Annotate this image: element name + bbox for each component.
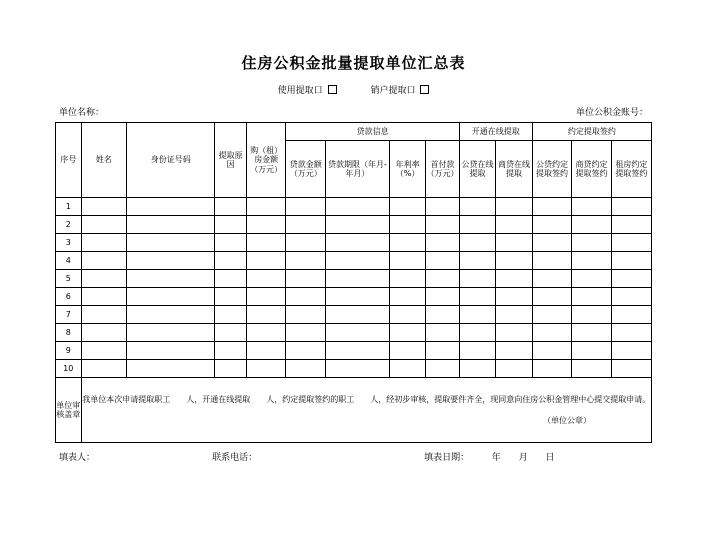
checkbox-option-use-label: 使用提取口 xyxy=(277,86,323,96)
cell-interest-rate[interactable] xyxy=(389,360,425,378)
cell-public-loan-agreement[interactable] xyxy=(532,324,572,342)
cell-rent-agreement[interactable] xyxy=(611,270,651,288)
table-row[interactable] xyxy=(56,270,652,288)
cell-public-loan-online[interactable] xyxy=(459,234,495,252)
cell-commercial-loan-online[interactable] xyxy=(496,252,532,270)
col-header-public-loan-online: 公贷在线提取 xyxy=(459,141,495,198)
row-index: 10 xyxy=(56,360,82,378)
cell-id[interactable] xyxy=(127,306,215,324)
cell-commercial-loan-online[interactable] xyxy=(496,342,532,360)
cell-reason[interactable] xyxy=(215,198,247,216)
company-name-label: 单位名称： xyxy=(59,108,105,118)
cell-purchase-amount[interactable] xyxy=(246,198,286,216)
cell-name[interactable] xyxy=(81,252,127,270)
cell-public-loan-online[interactable] xyxy=(459,306,495,324)
cell-loan-amount[interactable] xyxy=(286,306,326,324)
cell-id[interactable] xyxy=(127,324,215,342)
cell-commercial-loan-online[interactable] xyxy=(496,198,532,216)
cell-down-payment[interactable] xyxy=(426,252,459,270)
cell-id[interactable] xyxy=(127,360,215,378)
cell-reason[interactable] xyxy=(215,288,247,306)
cell-commercial-loan-agreement[interactable] xyxy=(572,252,612,270)
cell-commercial-loan-online[interactable] xyxy=(496,288,532,306)
cell-public-loan-online[interactable] xyxy=(459,342,495,360)
cell-commercial-loan-agreement[interactable] xyxy=(572,270,612,288)
cell-commercial-loan-agreement[interactable] xyxy=(572,216,612,234)
checkbox-option-close-account[interactable] xyxy=(371,83,430,96)
cell-down-payment[interactable] xyxy=(426,360,459,378)
cell-commercial-loan-online[interactable] xyxy=(496,306,532,324)
cell-reason[interactable] xyxy=(215,270,247,288)
cell-commercial-loan-online[interactable] xyxy=(496,234,532,252)
cell-interest-rate[interactable] xyxy=(389,342,425,360)
cell-loan-term[interactable] xyxy=(325,270,389,288)
cell-rent-agreement[interactable] xyxy=(611,198,651,216)
cell-down-payment[interactable] xyxy=(426,306,459,324)
preparer-label: 填表人： xyxy=(59,453,96,463)
audit-statement-text: 我单位本次申请提取职工 人，开通在线提取 人，约定提取签约的职工 人，经初步审核，提取要件齐全，现同意向住房公积金管理中心提交提取申请。 xyxy=(82,394,651,404)
cell-interest-rate[interactable] xyxy=(389,252,425,270)
cell-public-loan-agreement[interactable] xyxy=(532,342,572,360)
col-header-name: 姓名 xyxy=(81,123,127,198)
cell-loan-term[interactable] xyxy=(325,234,389,252)
cell-purchase-amount[interactable] xyxy=(246,360,286,378)
cell-purchase-amount[interactable] xyxy=(246,216,286,234)
table-row[interactable] xyxy=(56,288,652,306)
cell-rent-agreement[interactable] xyxy=(611,360,651,378)
cell-purchase-amount[interactable] xyxy=(246,252,286,270)
cell-reason[interactable] xyxy=(215,306,247,324)
cell-name[interactable] xyxy=(81,198,127,216)
cell-name[interactable] xyxy=(81,342,127,360)
cell-purchase-amount[interactable] xyxy=(246,342,286,360)
cell-commercial-loan-online[interactable] xyxy=(496,270,532,288)
cell-interest-rate[interactable] xyxy=(389,198,425,216)
table-row[interactable] xyxy=(56,306,652,324)
table-row[interactable] xyxy=(56,216,652,234)
cell-name[interactable] xyxy=(81,324,127,342)
cell-name[interactable] xyxy=(81,288,127,306)
cell-loan-term[interactable] xyxy=(325,288,389,306)
form-footer xyxy=(55,450,652,463)
col-header-commercial-loan-agreement: 商贷约定提取签约 xyxy=(572,141,612,198)
audit-statement-cell[interactable] xyxy=(81,378,651,443)
cell-interest-rate[interactable] xyxy=(389,216,425,234)
cell-rent-agreement[interactable] xyxy=(611,216,651,234)
checkbox-option-use[interactable] xyxy=(278,83,337,96)
cell-public-loan-online[interactable] xyxy=(459,198,495,216)
audit-seal-label: 单位审核盖章 xyxy=(56,378,82,443)
cell-loan-amount[interactable] xyxy=(286,342,326,360)
date-label: 填表日期： 年 月 日 xyxy=(424,453,555,463)
cell-public-loan-agreement[interactable] xyxy=(532,270,572,288)
cell-commercial-loan-agreement[interactable] xyxy=(572,342,612,360)
table-row[interactable] xyxy=(56,234,652,252)
col-header-rent-agreement: 租房约定提取签约 xyxy=(611,141,651,198)
row-index: 4 xyxy=(56,252,82,270)
cell-reason[interactable] xyxy=(215,360,247,378)
checkbox-square-icon[interactable] xyxy=(328,85,337,94)
cell-loan-amount[interactable] xyxy=(286,234,326,252)
cell-reason[interactable] xyxy=(215,234,247,252)
cell-public-loan-agreement[interactable] xyxy=(532,288,572,306)
cell-public-loan-agreement[interactable] xyxy=(532,216,572,234)
cell-reason[interactable] xyxy=(215,342,247,360)
checkbox-option-close-account-label: 销户提取口 xyxy=(370,86,416,96)
cell-id[interactable] xyxy=(127,270,215,288)
cell-public-loan-agreement[interactable] xyxy=(532,252,572,270)
company-info-row xyxy=(55,105,652,118)
cell-commercial-loan-agreement[interactable] xyxy=(572,198,612,216)
cell-reason[interactable] xyxy=(215,216,247,234)
row-index: 8 xyxy=(56,324,82,342)
row-index: 9 xyxy=(56,342,82,360)
cell-id[interactable] xyxy=(127,252,215,270)
cell-down-payment[interactable] xyxy=(426,324,459,342)
cell-loan-term[interactable] xyxy=(325,198,389,216)
cell-id[interactable] xyxy=(127,342,215,360)
cell-public-loan-online[interactable] xyxy=(459,270,495,288)
col-header-commercial-loan-online: 商贷在线提取 xyxy=(496,141,532,198)
row-index: 3 xyxy=(56,234,82,252)
cell-public-loan-online[interactable] xyxy=(459,288,495,306)
cell-interest-rate[interactable] xyxy=(389,234,425,252)
cell-name[interactable] xyxy=(81,270,127,288)
cell-purchase-amount[interactable] xyxy=(246,270,286,288)
cell-down-payment[interactable] xyxy=(426,270,459,288)
cell-interest-rate[interactable] xyxy=(389,270,425,288)
cell-public-loan-agreement[interactable] xyxy=(532,234,572,252)
group-header-online-extraction: 开通在线提取 xyxy=(459,123,532,141)
cell-loan-amount[interactable] xyxy=(286,288,326,306)
row-index: 7 xyxy=(56,306,82,324)
cell-commercial-loan-agreement[interactable] xyxy=(572,360,612,378)
cell-public-loan-online[interactable] xyxy=(459,360,495,378)
col-header-loan-term: 贷款期限（年月-年月） xyxy=(325,141,389,198)
cell-purchase-amount[interactable] xyxy=(246,324,286,342)
cell-loan-amount[interactable] xyxy=(286,360,326,378)
cell-interest-rate[interactable] xyxy=(389,324,425,342)
cell-commercial-loan-online[interactable] xyxy=(496,324,532,342)
cell-name[interactable] xyxy=(81,360,127,378)
cell-public-loan-online[interactable] xyxy=(459,324,495,342)
col-header-loan-amount: 贷款金额（万元） xyxy=(286,141,326,198)
cell-purchase-amount[interactable] xyxy=(246,288,286,306)
cell-down-payment[interactable] xyxy=(426,342,459,360)
table-row[interactable] xyxy=(56,324,652,342)
cell-commercial-loan-agreement[interactable] xyxy=(572,306,612,324)
col-header-id: 身份证号码 xyxy=(127,123,215,198)
cell-down-payment[interactable] xyxy=(426,288,459,306)
row-index: 1 xyxy=(56,198,82,216)
company-stamp-label: （单位公章） xyxy=(543,416,591,425)
cell-name[interactable] xyxy=(81,234,127,252)
group-header-loan-info: 贷款信息 xyxy=(286,123,459,141)
cell-id[interactable] xyxy=(127,216,215,234)
table-row[interactable] xyxy=(56,342,652,360)
cell-id[interactable] xyxy=(127,198,215,216)
cell-id[interactable] xyxy=(127,288,215,306)
cell-loan-term[interactable] xyxy=(325,360,389,378)
cell-rent-agreement[interactable] xyxy=(611,324,651,342)
table-group-header-row xyxy=(56,123,652,141)
cell-interest-rate[interactable] xyxy=(389,306,425,324)
cell-loan-amount[interactable] xyxy=(286,216,326,234)
cell-commercial-loan-agreement[interactable] xyxy=(572,324,612,342)
fund-account-label: 单位公积金账号： xyxy=(575,108,648,118)
cell-public-loan-agreement[interactable] xyxy=(532,360,572,378)
col-header-purchase-amount: 购（租）房金额（万元） xyxy=(246,123,286,198)
col-header-down-payment: 首付款（万元） xyxy=(426,141,459,198)
cell-commercial-loan-agreement[interactable] xyxy=(572,234,612,252)
row-index: 2 xyxy=(56,216,82,234)
table-row[interactable] xyxy=(56,360,652,378)
cell-id[interactable] xyxy=(127,234,215,252)
col-header-interest-rate: 年利率（%） xyxy=(389,141,425,198)
cell-purchase-amount[interactable] xyxy=(246,234,286,252)
cell-interest-rate[interactable] xyxy=(389,288,425,306)
cell-name[interactable] xyxy=(81,306,127,324)
cell-loan-term[interactable] xyxy=(325,252,389,270)
cell-commercial-loan-online[interactable] xyxy=(496,216,532,234)
cell-rent-agreement[interactable] xyxy=(611,342,651,360)
cell-down-payment[interactable] xyxy=(426,216,459,234)
cell-rent-agreement[interactable] xyxy=(611,306,651,324)
col-header-reason: 提取原因 xyxy=(215,123,247,198)
cell-loan-amount[interactable] xyxy=(286,198,326,216)
cell-name[interactable] xyxy=(81,216,127,234)
cell-down-payment[interactable] xyxy=(426,198,459,216)
extraction-type-options xyxy=(55,83,652,96)
cell-reason[interactable] xyxy=(215,324,247,342)
cell-loan-term[interactable] xyxy=(325,342,389,360)
cell-public-loan-agreement[interactable] xyxy=(532,198,572,216)
cell-loan-term[interactable] xyxy=(325,306,389,324)
checkbox-square-icon[interactable] xyxy=(420,85,429,94)
cell-rent-agreement[interactable] xyxy=(611,234,651,252)
cell-public-loan-online[interactable] xyxy=(459,216,495,234)
cell-loan-amount[interactable] xyxy=(286,270,326,288)
phone-label: 联系电话： xyxy=(212,453,258,463)
cell-down-payment[interactable] xyxy=(426,234,459,252)
row-index: 5 xyxy=(56,270,82,288)
cell-loan-amount[interactable] xyxy=(286,252,326,270)
document-page xyxy=(0,52,707,552)
cell-reason[interactable] xyxy=(215,252,247,270)
cell-public-loan-online[interactable] xyxy=(459,252,495,270)
table-footer-row xyxy=(56,378,652,443)
table-row[interactable] xyxy=(56,198,652,216)
cell-loan-term[interactable] xyxy=(325,324,389,342)
summary-table xyxy=(55,122,652,443)
cell-loan-term[interactable] xyxy=(325,216,389,234)
page-title: 住房公积金批量提取单位汇总表 xyxy=(241,54,466,72)
table-row[interactable] xyxy=(56,252,652,270)
cell-rent-agreement[interactable] xyxy=(611,288,651,306)
cell-purchase-amount[interactable] xyxy=(246,306,286,324)
cell-loan-amount[interactable] xyxy=(286,324,326,342)
cell-commercial-loan-online[interactable] xyxy=(496,360,532,378)
cell-rent-agreement[interactable] xyxy=(611,252,651,270)
group-header-agreement: 约定提取签约 xyxy=(532,123,651,141)
table-body xyxy=(56,198,652,443)
col-header-public-loan-agreement: 公贷约定提取签约 xyxy=(532,141,572,198)
col-header-index: 序号 xyxy=(56,123,82,198)
row-index: 6 xyxy=(56,288,82,306)
cell-commercial-loan-agreement[interactable] xyxy=(572,288,612,306)
cell-public-loan-agreement[interactable] xyxy=(532,306,572,324)
